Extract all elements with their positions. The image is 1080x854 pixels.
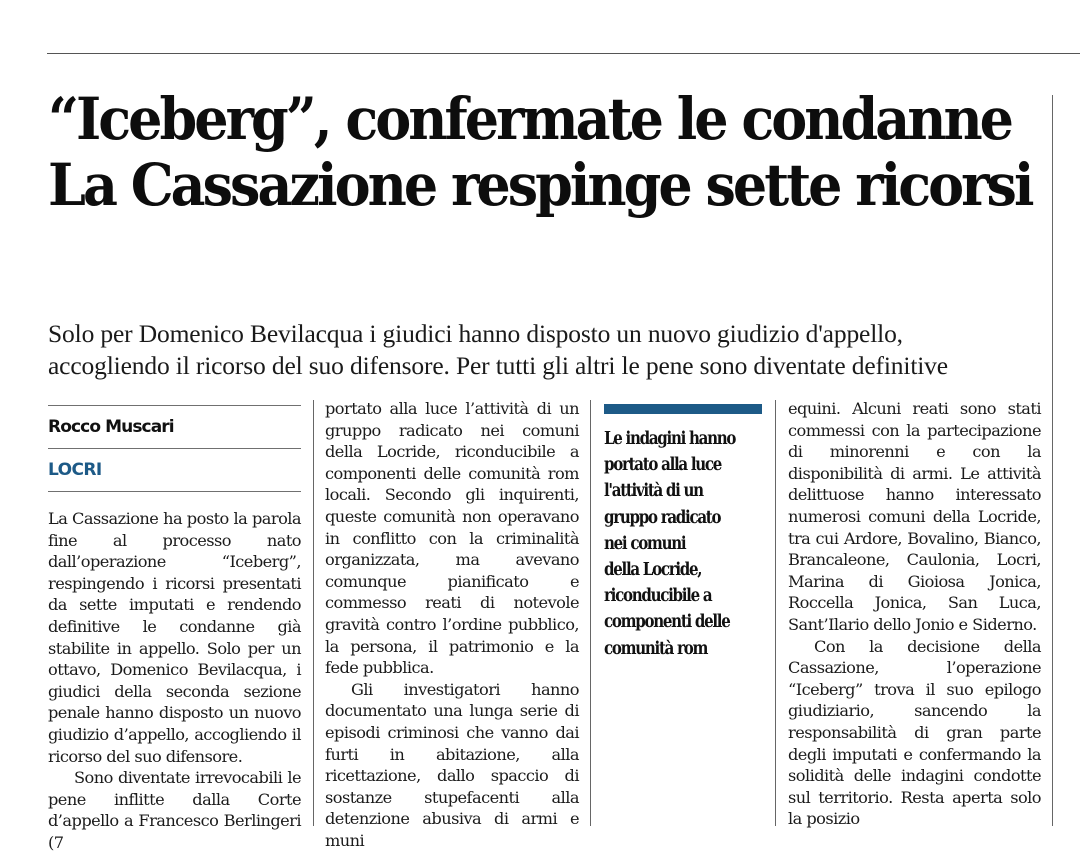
pull-quote-line: l'attività di un — [604, 481, 703, 502]
paragraph: Sono diventate irrevocabili le pene inflitte dalla Corte d’appello a Francesco Berlingeri (7 — [48, 768, 301, 852]
pull-quote-text — [604, 426, 742, 662]
pull-quote-line: riconducibile a — [604, 586, 712, 607]
column-2-body — [325, 398, 579, 851]
pull-quote-line: gruppo radicato — [604, 507, 721, 528]
headline — [48, 85, 1032, 219]
dateline-location: LOCRI — [48, 460, 102, 480]
pull-quote-line: Le indagini hanno — [604, 429, 736, 449]
pull-quote-accent-bar — [604, 404, 762, 414]
pull-quote-line: portato alla luce — [604, 455, 722, 476]
paragraph: Con la decisione della Cassazione, l’operazione “Iceberg” trova il suo epilogo giudiziario, sancendo la responsabilità di gran parte degli imputati e confermando la solidità delle indagini condotte sul territorio. Resta aperta solo la posizio — [788, 636, 1041, 829]
column-1-body — [48, 508, 301, 854]
pull-quote — [604, 404, 764, 662]
pull-quote-line: nei comuni — [604, 533, 686, 554]
subheadline — [48, 318, 1048, 382]
right-column-rule — [1052, 95, 1053, 826]
top-rule — [47, 53, 1080, 54]
headline-line-1: “Iceberg”, confermate le condanne — [48, 85, 1012, 153]
paragraph: La Cassazione ha posto la parola fine al processo nato dall’operazione “Iceberg”, respingendo i ricorsi presentati da sette imputati e rendendo definitive le condanne già stabilite in appello. Solo per un ottavo, Domenico Bevilacqua, i giudici della seconda sezione penale hanno disposto un nuovo giudizio d’appello, accogliendo il ricorso del suo difensore. — [48, 509, 301, 766]
pull-quote-line: comunità rom — [604, 638, 708, 659]
subheadline-line-1: Solo per Domenico Bevilacqua i giudici hanno disposto un nuovo giudizio d'appello, — [48, 319, 903, 348]
subheadline-line-2: accogliendo il ricorso del suo difensore. Per tutti gli altri le pene sono diventate definitive — [48, 351, 948, 380]
paragraph: portato alla luce l’attività di un gruppo radicato nei comuni della Locride, riconducibile a componenti delle comunità rom locali. Secondo gli inquirenti, queste comunità non operavano in conflitto con la criminalità organizzata, ma avevano comunque pianificato e commesso reati di notevole gravità contro l’ordine pubblico, la persona, il patrimonio e la fede pubblica. — [325, 399, 579, 678]
column-divider-1 — [313, 400, 314, 826]
paragraph: equini. Alcuni reati sono stati commessi con la partecipazione di minorenni e con la disponibilità di armi. Le attività delittuose hanno interessato numerosi comuni della Locride, tra cui Ardore, Bovalino, Bianco, Brancaleone, Caulonia, Locri, Marina di Gioiosa Jonica, Roccella Jonica, San Luca, Sant’Ilario dello Jonio e Siderno. — [788, 399, 1041, 634]
headline-line-2: La Cassazione respinge sette ricorsi — [48, 151, 1032, 219]
column-4-body — [788, 398, 1041, 830]
author-name: Rocco Muscari — [48, 417, 174, 437]
pull-quote-line: della Locride, — [604, 560, 702, 581]
pull-quote-line: componenti delle — [604, 612, 730, 633]
byline — [48, 405, 301, 492]
column-divider-2 — [590, 400, 591, 826]
byline-rule-bottom — [48, 491, 301, 492]
column-divider-3 — [775, 400, 776, 826]
paragraph: Gli investigatori hanno documentato una lunga serie di episodi criminosi che vanno dai furti in abitazione, alla ricettazione, dallo spaccio di sostanze stupefacenti alla detenzione abusiva di armi e muni — [325, 679, 579, 850]
